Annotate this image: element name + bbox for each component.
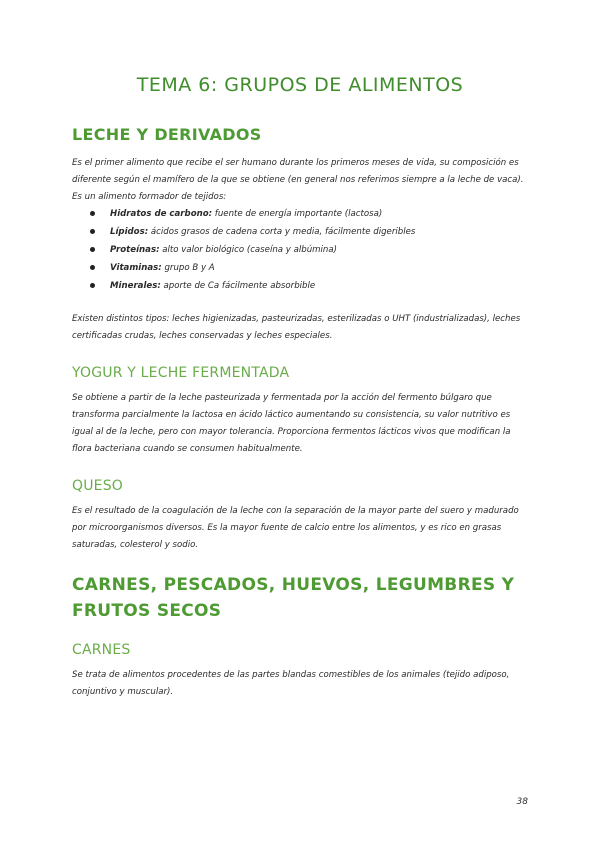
list-item-text: aporte de Ca fácilmente absorbible <box>160 281 316 291</box>
heading-yogur: YOGUR Y LECHE FERMENTADA <box>72 365 290 381</box>
list-item-text: alto valor biológico (caseína y albúmina) <box>159 245 337 255</box>
list-item <box>90 259 415 277</box>
paragraph-yogur: Se obtiene a partir de la leche pasteurizada y fermentada por la acción del fermento búlgaro que transforma parcialmente la lactosa en ácido láctico aumentando su consistencia, su valor nutritivo es igual al de la leche, pero con mayor tolerancia. Proporciona fermentos lácticos vivos que modifican la flora bacteriana cuando se consumen habitualmente. <box>72 393 511 454</box>
list-item-term: Hidratos de carbono: <box>110 209 213 219</box>
list-item <box>90 205 415 223</box>
paragraph-carnes: Se trata de alimentos procedentes de las partes blandas comestibles de los animales (tejido adiposo, conjuntivo y muscular). <box>72 670 510 697</box>
bullet-icon <box>90 247 95 252</box>
list-item <box>90 277 415 295</box>
list-item-text: ácidos grasos de cadena corta y media, fácilmente digeribles <box>148 227 416 237</box>
list-item-term: Proteínas: <box>110 245 160 255</box>
heading-carnes: CARNES <box>72 642 131 658</box>
heading-queso: QUESO <box>72 478 124 494</box>
paragraph-leche-types: Existen distintos tipos: leches higienizadas, pasteurizadas, esterilizadas o UHT (industrializadas), leches certificadas crudas, leches conservadas y leches especiales. <box>72 314 521 341</box>
list-item-text: grupo B y A <box>161 263 215 273</box>
page-number: 38 <box>516 797 528 807</box>
list-item <box>90 241 415 259</box>
bullet-icon <box>90 265 95 270</box>
heading-leche: LECHE Y DERIVADOS <box>72 125 262 144</box>
nutrient-list <box>90 205 415 295</box>
page-title: TEMA 6: GRUPOS DE ALIMENTOS <box>136 74 464 96</box>
bullet-icon <box>90 211 95 216</box>
list-item-term: Vitaminas: <box>110 263 162 273</box>
list-item-term: Minerales: <box>110 281 161 291</box>
list-item-term: Lípidos: <box>110 227 149 237</box>
paragraph-leche-intro2: Es un alimento formador de tejidos: <box>72 192 227 202</box>
paragraph-queso: Es el resultado de la coagulación de la leche con la separación de la mayor parte del suero y madurado por microorganismos diversos. Es la mayor fuente de calcio entre los alimentos, y es rico en grasas saturadas, colesterol y sodio. <box>72 506 519 550</box>
list-item-text: fuente de energía importante (lactosa) <box>212 209 383 219</box>
heading-carnes-group: CARNES, PESCADOS, HUEVOS, LEGUMBRES Y FRUTOS SECOS <box>72 575 515 621</box>
bullet-icon <box>90 229 95 234</box>
list-item <box>90 223 415 241</box>
paragraph-leche-intro: Es el primer alimento que recibe el ser humano durante los primeros meses de vida, su composición es diferente según el mamífero de la que se obtiene (en general nos referimos siempre a la leche de vaca). <box>72 158 524 185</box>
bullet-icon <box>90 283 95 288</box>
